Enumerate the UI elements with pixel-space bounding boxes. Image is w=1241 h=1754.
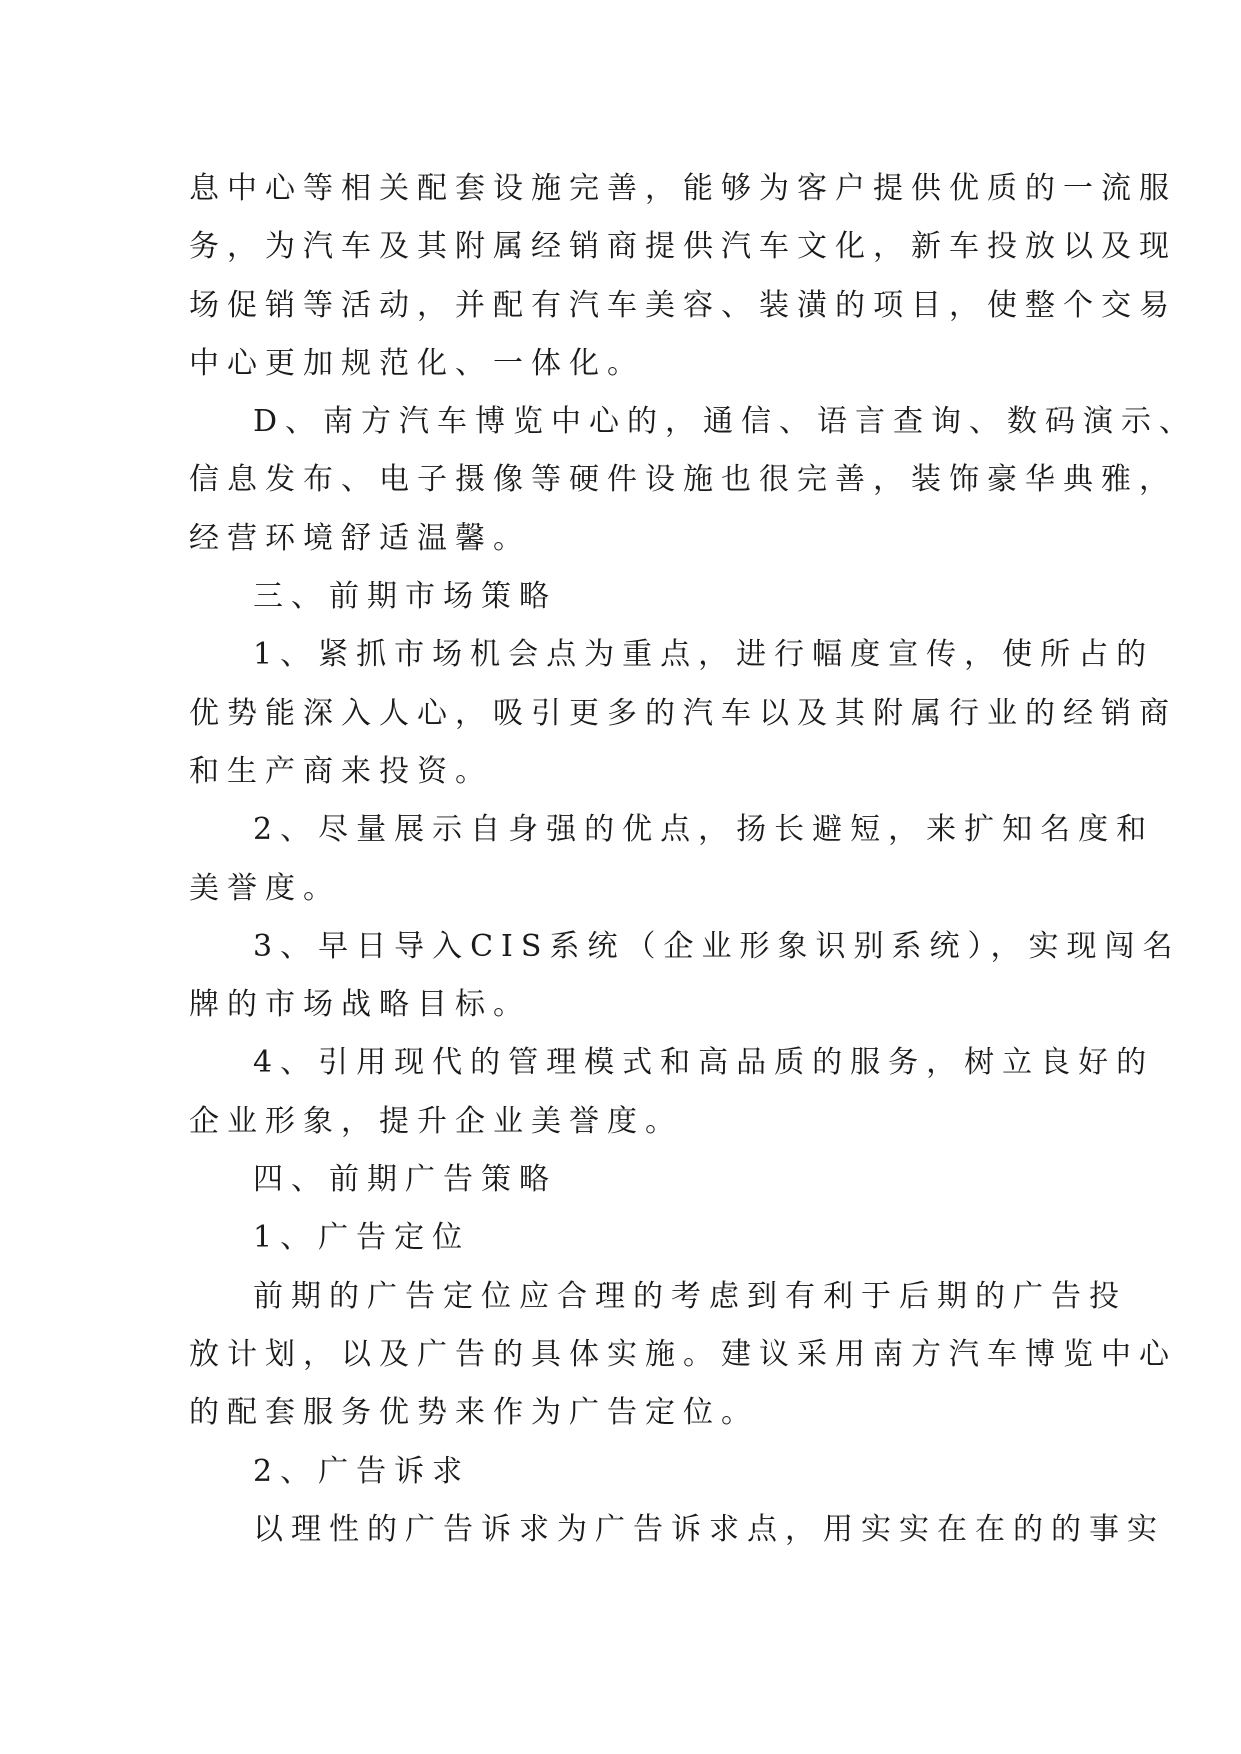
paragraph-line: 前期的广告定位应合理的考虑到有利于后期的广告投 xyxy=(253,1278,1127,1314)
paragraph-line: 3、早日导入CIS系统（企业形象识别系统），实现闯名 xyxy=(253,928,1181,964)
paragraph-line: 和生产商来投资。 xyxy=(189,753,493,789)
subsection-heading: 2、广告诉求 xyxy=(253,1453,471,1489)
paragraph-line: 信息发布、电子摄像等硬件设施也很完善，装饰豪华典雅， xyxy=(189,462,1177,498)
paragraph-line: 息中心等相关配套设施完善，能够为客户提供优质的一流服 xyxy=(189,171,1177,206)
paragraph-line: 经营环境舒适温馨。 xyxy=(189,520,531,556)
paragraph-line: 4、引用现代的管理模式和高品质的服务，树立良好的 xyxy=(253,1045,1155,1081)
section-heading: 四、前期广告策略 xyxy=(253,1162,557,1198)
paragraph-line: 放计划，以及广告的具体实施。建议采用南方汽车博览中心 xyxy=(189,1336,1177,1372)
document-body xyxy=(189,160,1198,1559)
paragraph-line: 2、尽量展示自身强的优点，扬长避短，来扩知名度和 xyxy=(253,812,1155,848)
paragraph-line: 1、紧抓市场机会点为重点，进行幅度宣传，使所占的 xyxy=(253,637,1155,673)
paragraph-line: 优势能深入人心，吸引更多的汽车以及其附属行业的经销商 xyxy=(189,695,1177,731)
section-heading: 三、前期市场策略 xyxy=(253,579,557,615)
paragraph-line: 牌的市场战略目标。 xyxy=(189,987,531,1023)
subsection-heading: 1、广告定位 xyxy=(253,1220,471,1256)
paragraph-line: 美誉度。 xyxy=(189,870,341,906)
paragraph-line: 以理性的广告诉求为广告诉求点，用实实在在的的事实 xyxy=(253,1511,1165,1547)
paragraph-line: D、南方汽车博览中心的，通信、语言查询、数码演示、 xyxy=(253,404,1198,440)
paragraph-line: 场促销等活动，并配有汽车美容、装潢的项目，使整个交易 xyxy=(189,287,1177,323)
paragraph-line: 企业形象，提升企业美誉度。 xyxy=(189,1103,683,1139)
paragraph-line: 务，为汽车及其附属经销商提供汽车文化，新车投放以及现 xyxy=(189,229,1177,265)
paragraph-line: 的配套服务优势来作为广告定位。 xyxy=(189,1395,759,1431)
paragraph-line: 中心更加规范化、一体化。 xyxy=(189,345,645,381)
